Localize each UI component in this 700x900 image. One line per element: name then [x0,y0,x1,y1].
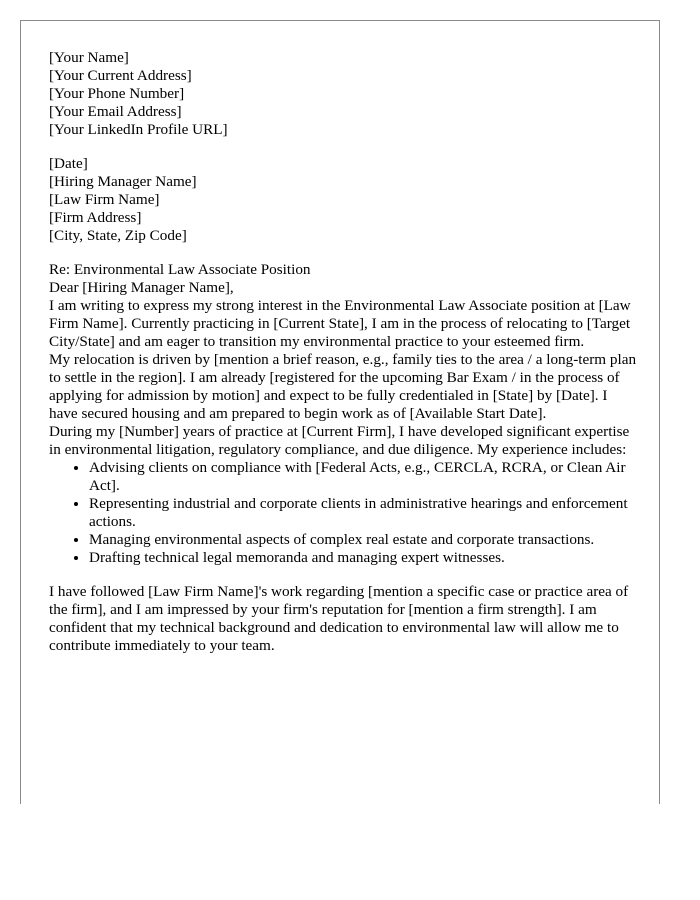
paragraph-relocation: My relocation is driven by [mention a brief reason, e.g., family ties to the area / a long-term plan to settle in the region]. I am already [registered for the upcoming Bar Exam / in the process of applying for admission by motion] and expect to be fully credentialed in [State] by [Date]. I have secured housing and am prepared to begin work as of [Available Start Date]. [49,351,637,422]
experience-item: • Advising clients on compliance with [Federal Acts, e.g., CERCLA, RCRA, or Clean Air Act]. [89,459,639,495]
experience-item: • Representing industrial and corporate clients in administrative hearings and enforcement actions. [89,495,639,531]
sender-phone: [Your Phone Number] [49,85,185,102]
sender-linkedin: [Your LinkedIn Profile URL] [49,121,228,138]
paragraph-firm-interest: I have followed [Law Firm Name]'s work regarding [mention a specific case or practice area of the firm], and I am impressed by your firm's reputation for [mention a firm strength]. I am confident that my technical background and dedication to environmental law will allow me to contribute immediately to your team. [49,583,629,654]
recipient-firm: [Law Firm Name] [49,191,160,208]
paragraph-experience: During my [Number] years of practice at [Current Firm], I have developed significant expertise in environmental litigation, regulatory compliance, and due diligence. My experience includes: [49,423,630,458]
experience-item: • Drafting technical legal memoranda and managing expert witnesses. [89,549,639,567]
sender-block [49,49,639,139]
recipient-name: [Hiring Manager Name] [49,173,197,190]
recipient-city: [City, State, Zip Code] [49,227,187,244]
experience-list [49,459,639,567]
letter-body [49,49,639,655]
paragraph-intro: I am writing to express my strong interest in the Environmental Law Associate position at [Law Firm Name]. Currently practicing in [Current State], I am in the process of relocating to [Target City/State] and am eager to transition my environmental practice to your esteemed firm. [49,297,631,350]
recipient-block [49,173,639,245]
salutation: Dear [Hiring Manager Name], [49,279,234,296]
sender-name: [Your Name] [49,49,129,66]
experience-item: • Managing environmental aspects of complex real estate and corporate transactions. [89,531,639,549]
letter-date: [Date] [49,155,88,172]
sender-email: [Your Email Address] [49,103,182,120]
recipient-address: [Firm Address] [49,209,142,226]
sender-address: [Your Current Address] [49,67,192,84]
subject-line: Re: Environmental Law Associate Position [49,261,311,278]
letter-page [20,20,660,804]
